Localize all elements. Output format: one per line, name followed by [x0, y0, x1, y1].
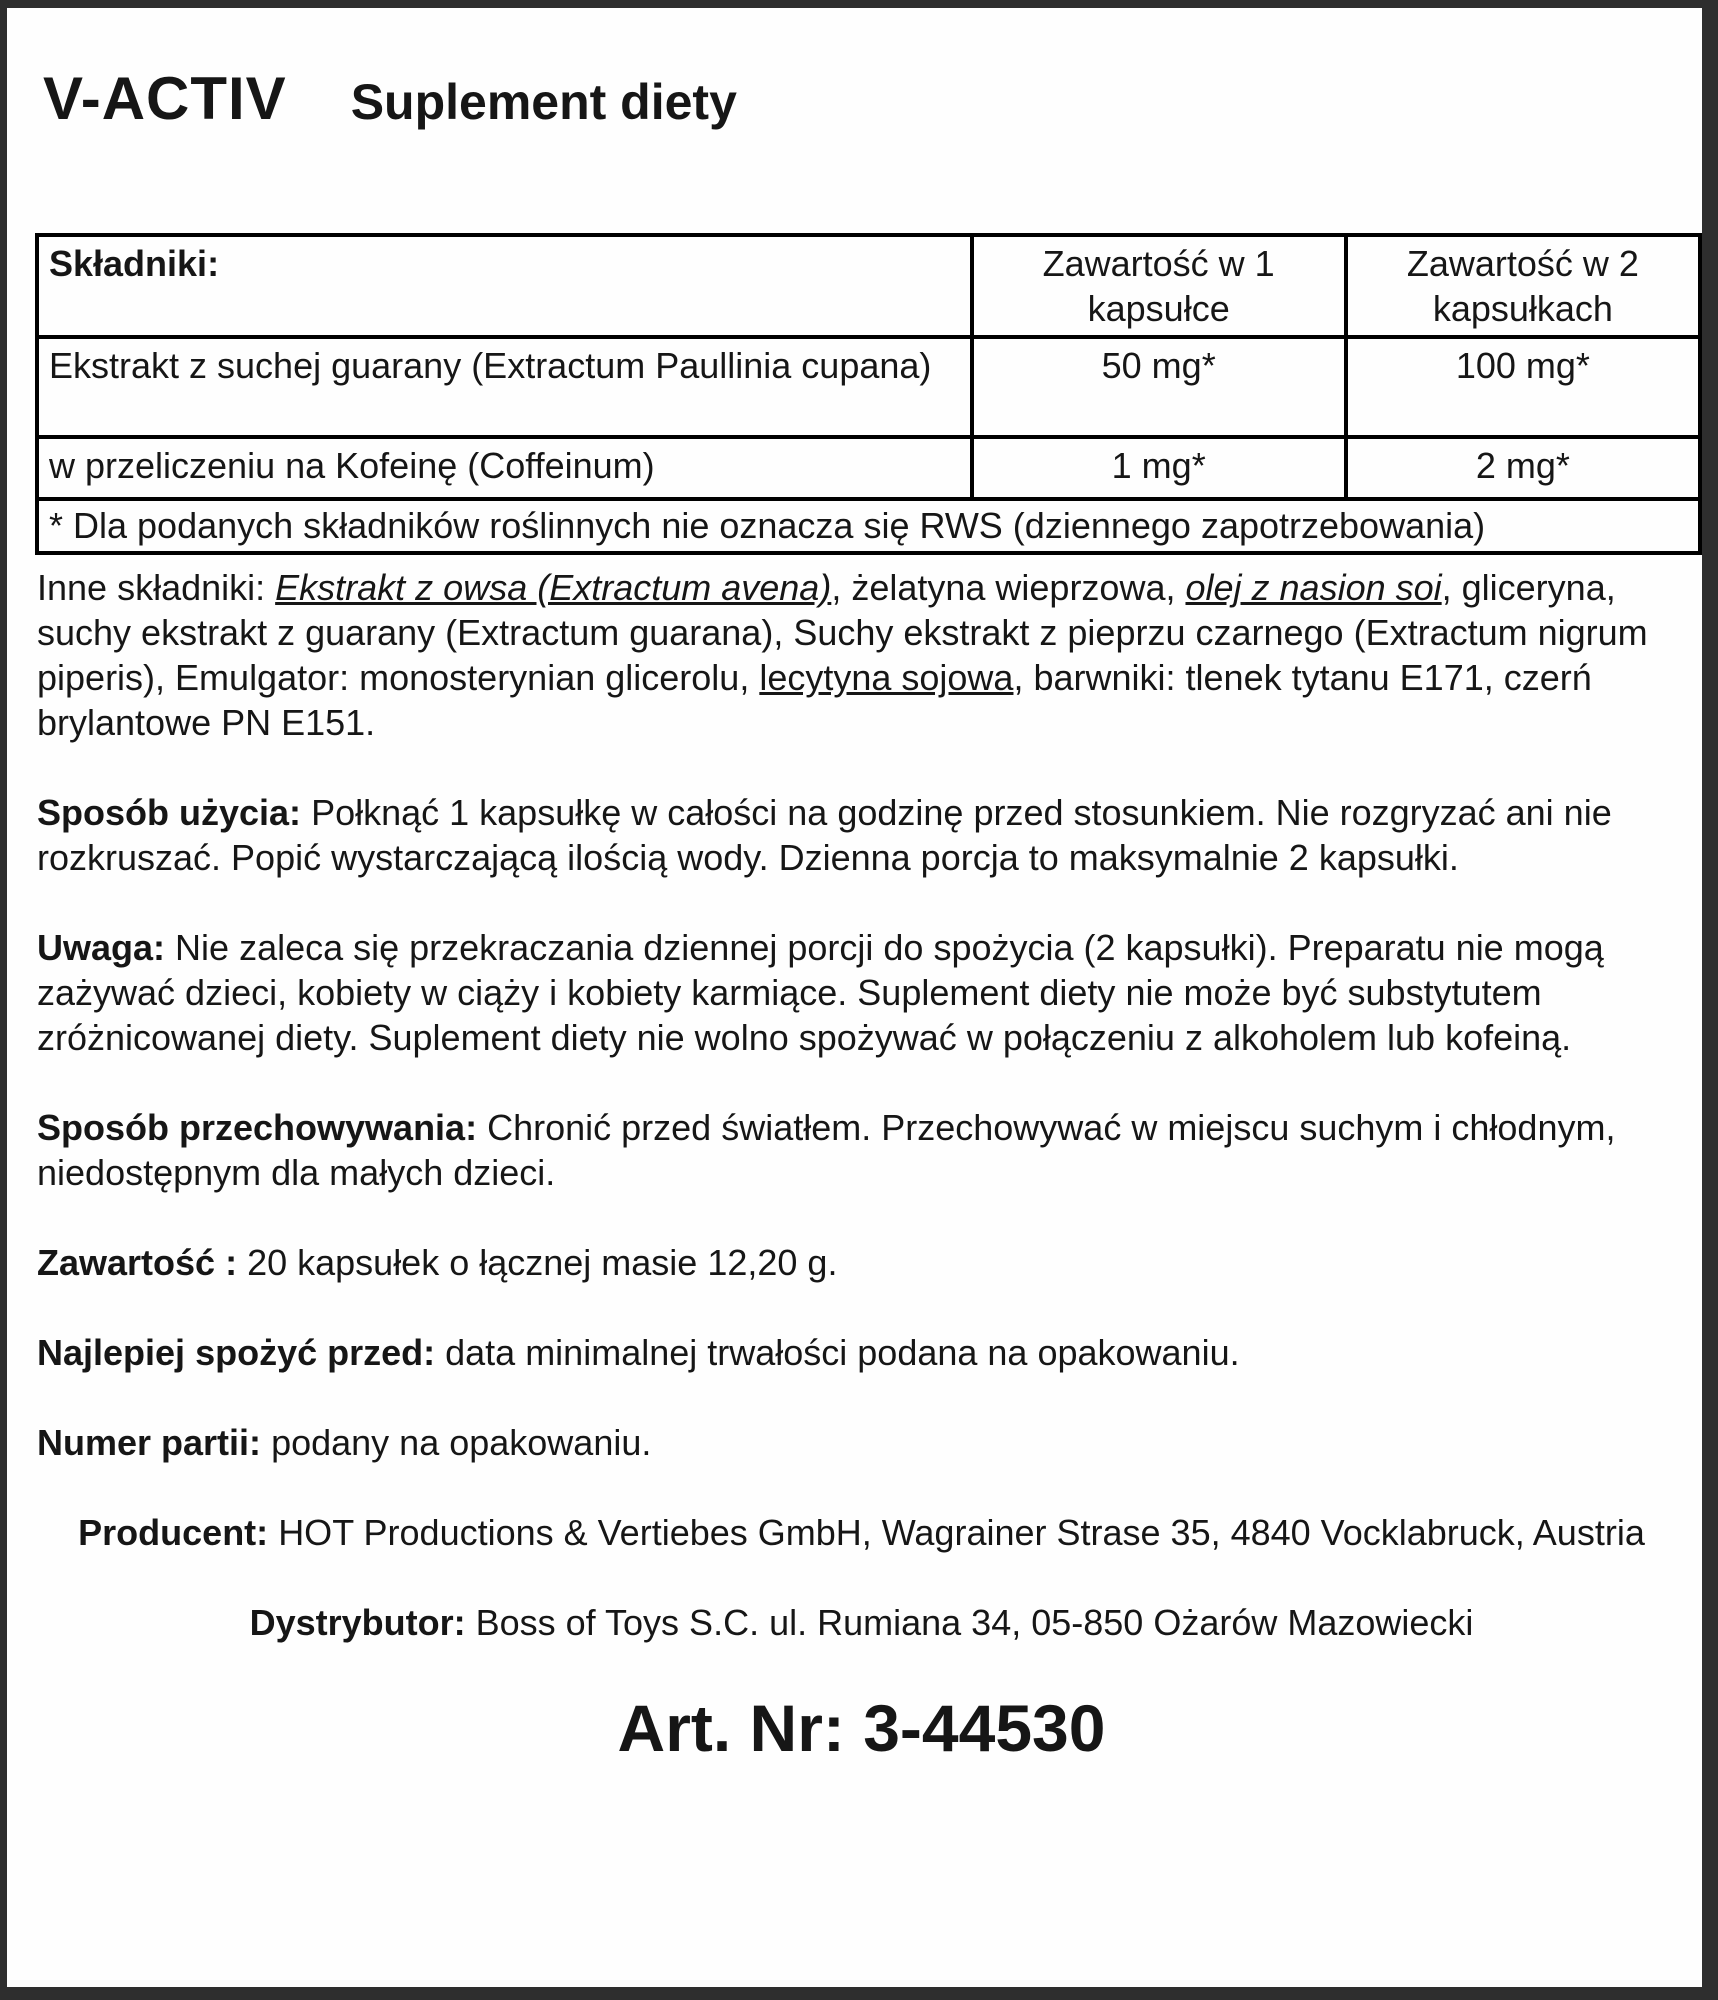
- batch-number-text: podany na opakowaniu.: [271, 1422, 652, 1463]
- storage-paragraph: [37, 1105, 1686, 1195]
- table-header-row: [37, 235, 1700, 337]
- header-per-1-capsule: Zawartość w 1 kapsułce: [972, 235, 1346, 337]
- ingredient-amount-1: 1 mg*: [972, 437, 1346, 499]
- distributor-label: Dystrybutor:: [249, 1602, 466, 1643]
- other-ingredients-segment: lecytyna sojowa: [759, 657, 1014, 698]
- other-ingredients-segment: , gliceryna, suchy ekstrakt z guarany (Extractum guarana), Suchy ekstrakt z pieprzu czarnego (Extractum nigrum piperis), Emulgator: monosterynian glicerolu,: [37, 567, 1648, 698]
- ingredient-name: Ekstrakt z suchej guarany (Extractum Paullinia cupana): [37, 337, 972, 437]
- storage-text: Chronić przed światłem. Przechowywać w miejscu suchym i chłodnym, niedostępnym dla małych dzieci.: [37, 1107, 1616, 1193]
- producer-paragraph: [37, 1510, 1686, 1555]
- best-before-paragraph: [37, 1330, 1686, 1375]
- rws-footnote: * Dla podanych składników roślinnych nie oznacza się RWS (dziennego zapotrzebowania): [37, 499, 1700, 553]
- ingredients-table: [35, 233, 1702, 555]
- ingredient-amount-2: 100 mg*: [1346, 337, 1700, 437]
- distributor-paragraph: [37, 1600, 1686, 1645]
- table-row: [37, 337, 1700, 437]
- brand-name: V-ACTIV: [43, 65, 287, 132]
- storage-label: Sposób przechowywania:: [37, 1107, 478, 1148]
- header-ingredients: Składniki:: [37, 235, 972, 337]
- batch-number-label: Numer partii:: [37, 1422, 262, 1463]
- article-number: [37, 1690, 1686, 1766]
- other-ingredients-segment: Ekstrakt z owsa (Extractum avena): [275, 567, 832, 608]
- other-ingredients-segment: Inne składniki:: [37, 567, 276, 608]
- warning-text: Nie zaleca się przekraczania dziennej porcji do spożycia (2 kapsułki). Preparatu nie mogą zażywać dzieci, kobiety w ciąży i kobiety karmiące. Suplement diety nie może być substytutem zróżnicowanej diety. Suplement diety nie wolno spożywać w połączeniu z alkoholem lub kofeiną.: [37, 927, 1604, 1058]
- ingredient-amount-2: 2 mg*: [1346, 437, 1700, 499]
- best-before-text: data minimalnej trwałości podana na opakowaniu.: [445, 1332, 1240, 1373]
- article-number-label: Art. Nr:: [617, 1691, 845, 1765]
- best-before-label: Najlepiej spożyć przed:: [37, 1332, 436, 1373]
- article-number-value: 3-44530: [863, 1691, 1106, 1765]
- usage-paragraph: [37, 790, 1686, 880]
- usage-label: Sposób użycia:: [37, 792, 302, 833]
- content-text: 20 kapsułek o łącznej masie 12,20 g.: [247, 1242, 838, 1283]
- other-ingredients-paragraph: [37, 565, 1686, 745]
- table-row: [37, 437, 1700, 499]
- warning-paragraph: [37, 925, 1686, 1060]
- header-per-2-capsules: Zawartość w 2 kapsułkach: [1346, 235, 1700, 337]
- distributor-text: Boss of Toys S.C. ul. Rumiana 34, 05-850 Ożarów Mazowiecki: [475, 1602, 1474, 1643]
- content-paragraph: [37, 1240, 1686, 1285]
- ingredient-amount-1: 50 mg*: [972, 337, 1346, 437]
- producer-text: HOT Productions & Vertiebes GmbH, Wagrainer Strase 35, 4840 Vocklabruck, Austria: [278, 1512, 1645, 1553]
- batch-number-paragraph: [37, 1420, 1686, 1465]
- title-row: [43, 64, 1692, 133]
- other-ingredients-segment: , barwniki: tlenek tytanu E171, czerń brylantowe PN E151.: [37, 657, 1592, 743]
- product-subtitle: Suplement diety: [350, 74, 737, 130]
- other-ingredients-segment: , żelatyna wieprzowa,: [831, 567, 1186, 608]
- ingredient-name: w przeliczeniu na Kofeinę (Coffeinum): [37, 437, 972, 499]
- warning-label: Uwaga:: [37, 927, 166, 968]
- usage-text: Połknąć 1 kapsułkę w całości na godzinę przed stosunkiem. Nie rozgryzać ani nie rozkruszać. Popić wystarczającą ilością wody. Dzienna porcja to maksymalnie 2 kapsułki.: [37, 792, 1612, 878]
- content-label: Zawartość :: [37, 1242, 238, 1283]
- table-footnote-row: [37, 499, 1700, 553]
- other-ingredients-segment: olej z nasion soi: [1185, 567, 1442, 608]
- producer-label: Producent:: [78, 1512, 269, 1553]
